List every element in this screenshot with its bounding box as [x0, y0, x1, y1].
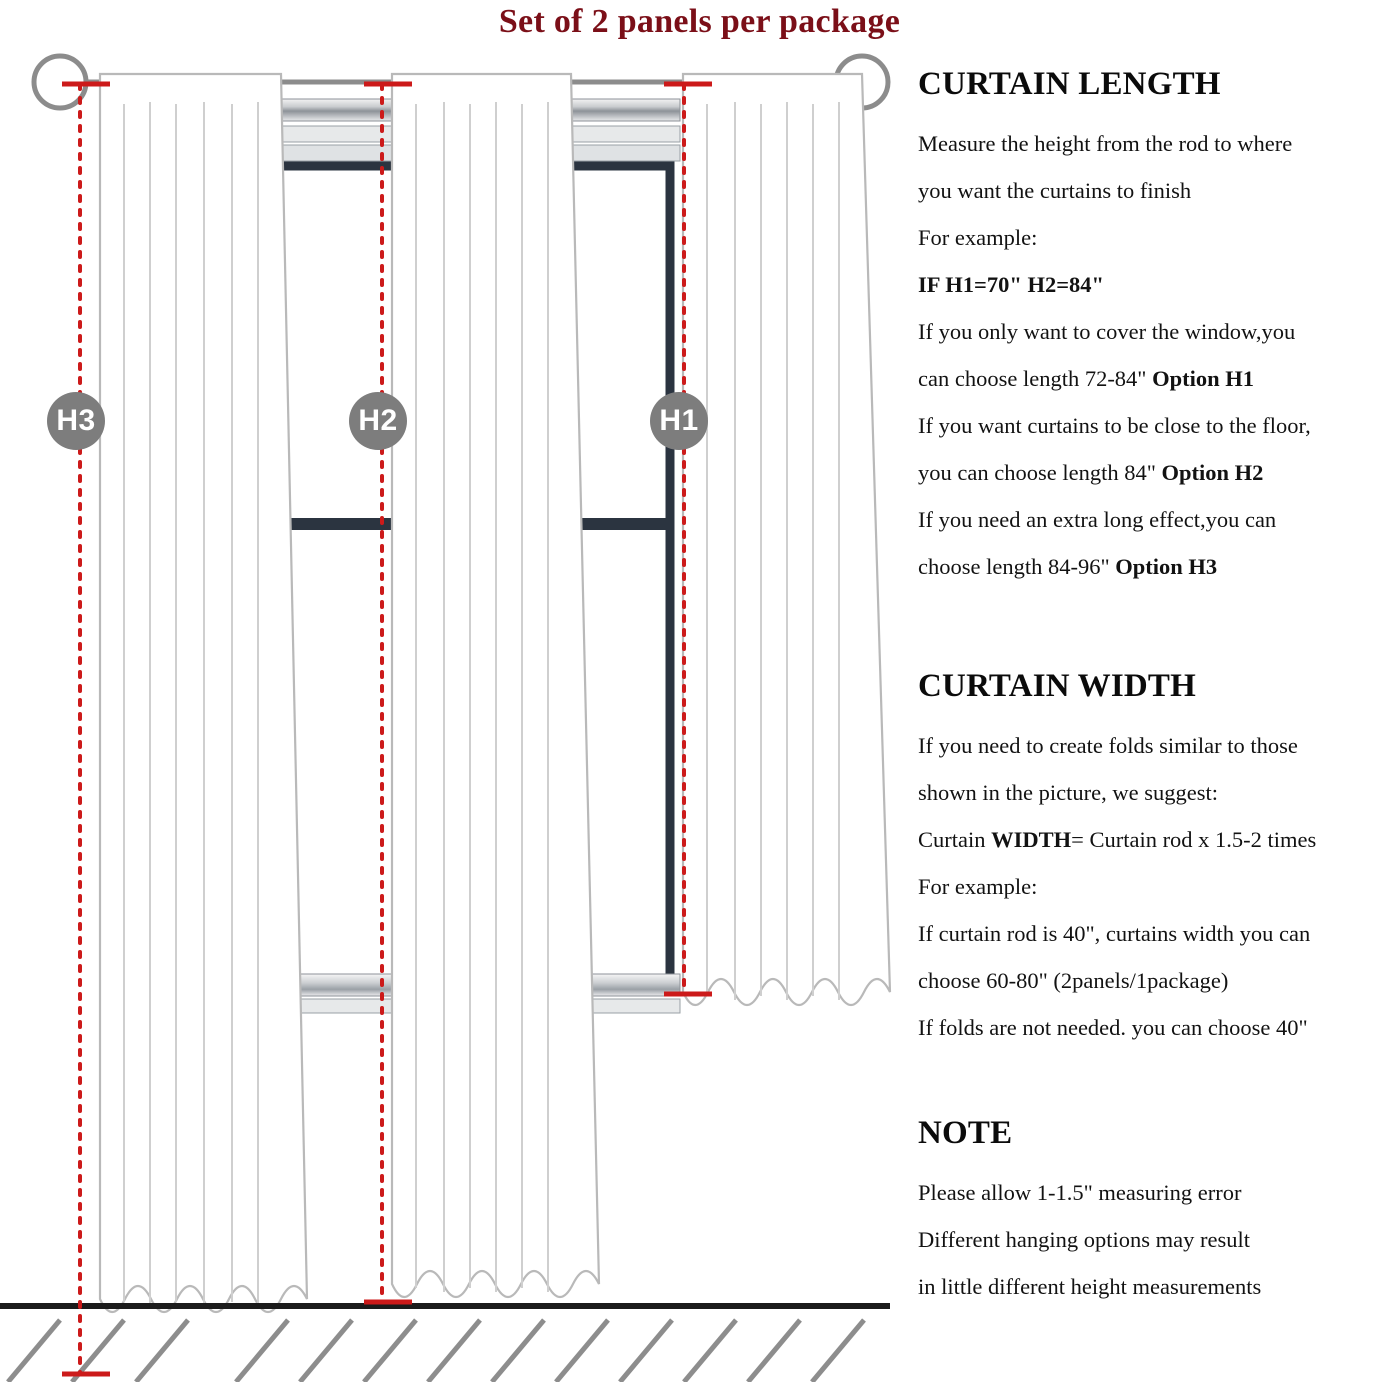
section-body-curtain-width	[918, 722, 1396, 1051]
text-line: choose 60-80" (2panels/1package)	[918, 968, 1229, 993]
text-line: Curtain WIDTH= Curtain rod x 1.5-2 times	[918, 827, 1317, 852]
marker-badge-h2: H2	[349, 392, 407, 450]
curtain-measurement-diagram	[0, 44, 910, 1382]
text-line: For example:	[918, 225, 1038, 250]
text-line: IF H1=70" H2=84"	[918, 272, 1105, 297]
text-line: For example:	[918, 874, 1038, 899]
text-line: you want the curtains to finish	[918, 178, 1192, 203]
section-heading-note: NOTE	[918, 1115, 1013, 1151]
curtain-panel-h1	[683, 74, 890, 1005]
curtain-panel-h3	[100, 74, 307, 1312]
text-line: Please allow 1-1.5" measuring error	[918, 1180, 1242, 1205]
marker-badge-h1: H1	[650, 392, 708, 450]
curtain-panel-h2	[392, 74, 599, 1297]
text-line: Different hanging options may result	[918, 1227, 1251, 1252]
page-title: Set of 2 panels per package	[498, 3, 901, 40]
text-line: If folds are not needed. you can choose 40"	[918, 1015, 1308, 1040]
section-body-note	[918, 1169, 1396, 1310]
text-line: If you want curtains to be close to the floor,	[918, 413, 1311, 438]
text-line: If you only want to cover the window,you	[918, 319, 1296, 344]
floor-group	[0, 1306, 890, 1382]
text-line: can choose length 72-84" Option H1	[918, 366, 1255, 391]
instructions-column	[918, 62, 1396, 1382]
section-body-curtain-length	[918, 120, 1396, 590]
section-heading-curtain-length: CURTAIN LENGTH	[918, 66, 1221, 102]
text-line: If you need to create folds similar to those	[918, 733, 1298, 758]
text-line: you can choose length 84" Option H2	[918, 460, 1264, 485]
text-line: choose length 84-96" Option H3	[918, 554, 1218, 579]
text-line: If curtain rod is 40", curtains width you can	[918, 921, 1311, 946]
text-line: shown in the picture, we suggest:	[918, 780, 1218, 805]
marker-badge-h3: H3	[47, 392, 105, 450]
text-line: Measure the height from the rod to where	[918, 131, 1293, 156]
text-line: If you need an extra long effect,you can	[918, 507, 1277, 532]
section-heading-curtain-width: CURTAIN WIDTH	[918, 668, 1197, 704]
text-line: in little different height measurements	[918, 1274, 1262, 1299]
diagram-svg	[0, 44, 910, 1382]
